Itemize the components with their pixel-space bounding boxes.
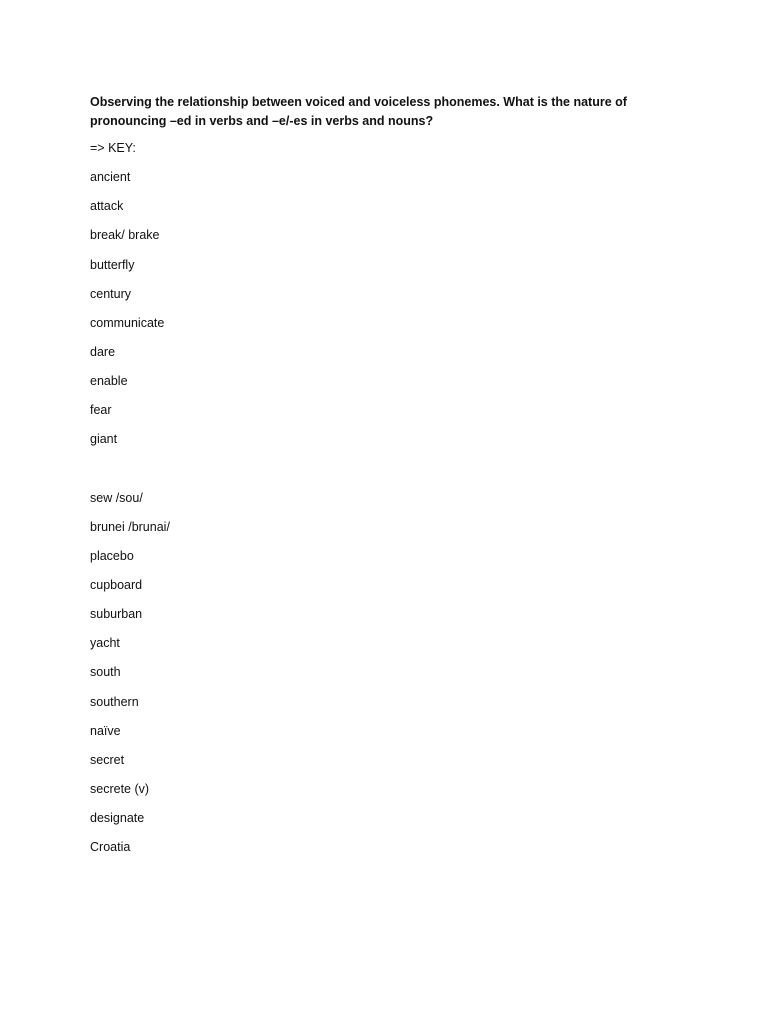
list-item: sew /sou/ [90, 490, 143, 505]
list-item: yacht [90, 636, 120, 651]
list-item: placebo [90, 548, 134, 563]
list-item: secrete (v) [90, 781, 150, 796]
list-item: century [90, 286, 131, 301]
word-list-group-2 [90, 476, 690, 855]
blank-line [90, 447, 690, 476]
question-text: Observing the relationship between voiced and voiceless phonemes. What is the nature of pronouncing –ed in verbs and –e/-es in verbs and nouns? [90, 95, 627, 128]
document-page [90, 93, 690, 855]
list-item: communicate [90, 315, 165, 330]
list-item: enable [90, 374, 128, 389]
key-label: => KEY: [90, 141, 136, 155]
list-item: naïve [90, 723, 121, 738]
list-item: break/ brake [90, 228, 160, 243]
list-item: Croatia [90, 840, 131, 855]
list-item: ancient [90, 170, 131, 185]
list-item: dare [90, 344, 116, 359]
list-item: butterfly [90, 257, 135, 272]
list-item: designate [90, 811, 145, 826]
list-item: brunei /brunai/ [90, 519, 170, 534]
list-item: south [90, 665, 121, 680]
word-list-group-1 [90, 156, 690, 447]
list-item: suburban [90, 607, 143, 622]
list-item: secret [90, 752, 125, 767]
list-item: attack [90, 199, 124, 214]
list-item: fear [90, 403, 112, 418]
list-item: cupboard [90, 577, 143, 592]
list-item: giant [90, 432, 118, 447]
list-item: southern [90, 694, 139, 709]
